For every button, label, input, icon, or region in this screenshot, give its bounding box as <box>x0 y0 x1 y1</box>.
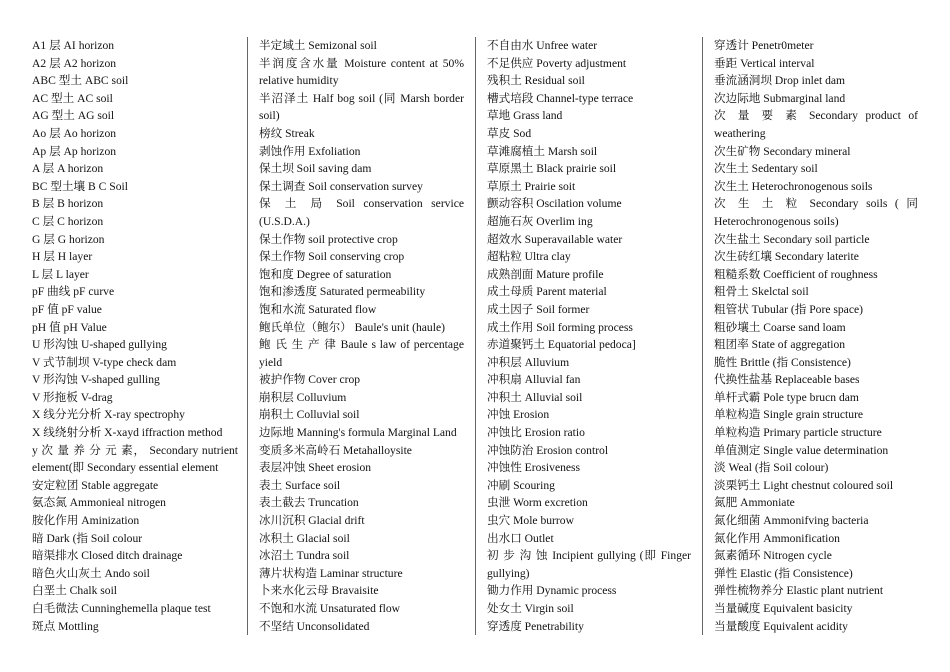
glossary-entry: 崩积土 Colluvial soil <box>259 408 360 422</box>
glossary-entry: 氨态氮 Ammonieal nitrogen <box>32 496 166 510</box>
glossary-entry: 白垩土 Chalk soil <box>32 584 118 598</box>
glossary-entry: 冲积层 Alluvium <box>487 355 570 369</box>
glossary-entry: 穿透度 Penetrability <box>487 619 584 633</box>
glossary-entry: 冲刷 Scouring <box>487 478 555 492</box>
glossary-entry: 淡栗钙土 Light chestnut coloured soil <box>714 478 894 492</box>
glossary-entry: X 线绕射分析 X-xayd iffraction method <box>32 426 223 440</box>
glossary-entry: 次生砖红壤 Secondary laterite <box>714 250 859 264</box>
glossary-entry: AG 型土 AG soil <box>32 109 115 123</box>
glossary-entry: G 层 G horizon <box>32 232 105 246</box>
glossary-entry: V 式节制坝 V-type check dam <box>32 355 177 369</box>
glossary-column-2 <box>259 37 464 637</box>
glossary-entry: 表土截去 Truncation <box>259 496 359 510</box>
glossary-entry: B 层 B horizon <box>32 197 104 211</box>
glossary-entry: 保土作物 soil protective crop <box>259 232 398 246</box>
glossary-entry: 次边际地 Submarginal land <box>714 91 846 105</box>
glossary-entry: 保土坝 Soil saving dam <box>259 162 372 176</box>
glossary-entry: 初 步 沟 蚀 Incipient gullying (即 Finger gullying) <box>487 549 691 580</box>
glossary-entry: 冲蚀比 Erosion ratio <box>487 426 585 440</box>
glossary-entry: 卜来水化云母 Bravaisite <box>259 584 379 598</box>
glossary-entry: V 形沟蚀 V-shaped gulling <box>32 373 160 387</box>
glossary-entry: 次生土 Sedentary soil <box>714 162 818 176</box>
glossary-column-4 <box>714 37 918 637</box>
glossary-entry: 变质多米高岭石 Metahalloysite <box>259 443 412 457</box>
glossary-entry: 粗管状 Tubular (指 Pore space) <box>714 302 863 316</box>
glossary-entry: C 层 C horizon <box>32 214 104 228</box>
glossary-entry: 草地 Grass land <box>487 109 563 123</box>
glossary-entry: 草皮 Sod <box>487 126 532 140</box>
glossary-entry: 赤道聚钙土 Equatorial pedoca] <box>487 338 636 352</box>
glossary-entry: 斑点 Mottling <box>32 619 99 633</box>
glossary-column-3 <box>487 37 691 637</box>
glossary-entry: 当量酸度 Equivalent acidity <box>714 619 848 633</box>
glossary-entry: 饱和度 Degree of saturation <box>259 267 392 281</box>
glossary-entry: 冰川沉积 Glacial drift <box>259 514 365 528</box>
glossary-entry: 超施石灰 Overlim ing <box>487 214 593 228</box>
glossary-entry: X 线分光分析 X-ray spectrophy <box>32 408 185 422</box>
glossary-entry: 安定粒团 Stable aggregate <box>32 478 159 492</box>
glossary-entry: 次生土 Heterochronogenous soils <box>714 179 873 193</box>
glossary-entry: 单值测定 Single value determination <box>714 443 889 457</box>
glossary-entry: 粗糙系数 Coefficient of roughness <box>714 267 878 281</box>
glossary-entry: 颤动容积 Oscilation volume <box>487 197 622 211</box>
glossary-entry: 槽式培段 Channel-type terrace <box>487 91 634 105</box>
glossary-entry: 暗 Dark (指 Soil colour <box>32 531 143 545</box>
glossary-entry: 垂距 Vertical interval <box>714 56 815 70</box>
glossary-entry: 单杆式霸 Pole type brucn dam <box>714 390 859 404</box>
glossary-entry: A 层 A horizon <box>32 162 104 176</box>
column-divider <box>702 37 703 635</box>
glossary-entry: Ap 层 Ap horizon <box>32 144 117 158</box>
glossary-entry: 虫泄 Worm excretion <box>487 496 588 510</box>
glossary-entry: 脆性 Brittle (指 Consistence) <box>714 355 851 369</box>
glossary-entry: 冰积土 Glacial soil <box>259 531 350 545</box>
glossary-entry: 弹性 Elastic (指 Consistence) <box>714 566 853 580</box>
glossary-entry: 弹性梳物养分 Elastic plant nutrient <box>714 584 884 598</box>
glossary-entry: 被护作物 Cover crop <box>259 373 361 387</box>
glossary-entry: 处女土 Virgin soil <box>487 602 574 615</box>
glossary-entry: 半沼泽土 Half bog soil (同 Marsh border soil) <box>259 91 464 123</box>
glossary-entry: 草原土 Prairie soit <box>487 179 576 193</box>
glossary-entry: pH 值 pH Value <box>32 320 107 334</box>
glossary-entry: 垂流涵洞坝 Drop inlet dam <box>714 74 846 88</box>
glossary-entry: 胺化作用 Aminization <box>32 514 140 528</box>
glossary-entry: 饱和水流 Saturated flow <box>259 302 377 316</box>
glossary-entry: 草原黑土 Black prairie soil <box>487 162 617 176</box>
glossary-entry: 榜纹 Streak <box>259 126 315 140</box>
glossary-entry: 不自由水 Unfree water <box>487 39 598 52</box>
glossary-entry: 穿透计 Penetr0meter <box>714 39 814 52</box>
glossary-entry: 保 土 局 Soil conservation service (U.S.D.A.) <box>259 197 464 228</box>
glossary-entry: 单粒构造 Single grain structure <box>714 408 864 422</box>
glossary-entry: 出水口 Outlet <box>487 531 554 545</box>
glossary-entry: 半润度含水量 Moisture content at 50% relative humidity <box>259 56 464 88</box>
glossary-entry: 饱和渗透度 Saturated permeability <box>259 285 426 299</box>
glossary-entry: 草滩腐植土 Marsh soil <box>487 144 598 158</box>
glossary-entry: H 层 H layer <box>32 250 93 264</box>
glossary-entry: 表土 Surface soil <box>259 478 341 492</box>
glossary-entry: 当量碱度 Equivalent basicity <box>714 602 853 615</box>
glossary-entry: 氮肥 Ammoniate <box>714 496 795 510</box>
glossary-entry: 代换性盐基 Replaceable bases <box>714 373 860 387</box>
glossary-entry: 成土作用 Soil forming process <box>487 320 633 334</box>
glossary-entry: 氮素循环 Nitrogen cycle <box>714 549 832 563</box>
glossary-entry: 残积土 Residual soil <box>487 74 585 88</box>
glossary-entry: 保土调查 Soil conservation survey <box>259 179 423 193</box>
glossary-entry: 粗骨土 Skelctal soil <box>714 285 809 299</box>
glossary-entry: 薄片状构造 Laminar structure <box>259 566 403 580</box>
glossary-entry: 边际地 Manning's formula Marginal Land <box>259 426 457 440</box>
glossary-entry: 白毛微法 Cunninghemella plaque test <box>32 602 211 615</box>
glossary-entry: 冲积扇 Alluvial fan <box>487 373 581 387</box>
glossary-entry: 超效水 Superavailable water <box>487 232 623 246</box>
glossary-entry: 冰沼土 Tundra soil <box>259 549 350 563</box>
glossary-entry: 锄力作用 Dynamic process <box>487 584 617 598</box>
glossary-entry: 次生矿物 Secondary mineral <box>714 144 851 158</box>
glossary-entry: 虫穴 Mole burrow <box>487 514 574 528</box>
glossary-entry: ABC 型土 ABC soil <box>32 74 129 88</box>
glossary-entry: 冲蚀 Erosion <box>487 408 550 422</box>
glossary-entry: 保土作物 Soil conserving crop <box>259 250 405 264</box>
glossary-entry: 不饱和水流 Unsaturated flow <box>259 602 401 615</box>
glossary-entry: 冲蚀防治 Erosion control <box>487 443 609 457</box>
glossary-entry: 粗砂壤土 Coarse sand loam <box>714 320 846 334</box>
glossary-entry: 崩积层 Colluvium <box>259 390 347 404</box>
glossary-entry: 鲍 氏 生 产 律 Baule s law of percentage yield <box>259 338 464 369</box>
glossary-entry: AC 型土 AC soil <box>32 91 113 105</box>
glossary-entry: 冲积土 Alluvial soil <box>487 390 583 404</box>
glossary-entry: 表层冲蚀 Sheet erosion <box>259 461 372 475</box>
glossary-entry: 次生盐土 Secondary soil particle <box>714 232 870 246</box>
glossary-entry: A1 层 AI horizon <box>32 39 115 52</box>
glossary-entry: 淡 Weal (指 Soil colour) <box>714 461 829 475</box>
glossary-entry: 次 生 土 粒 Secondary soils ( 同 Heterochronogenous soils) <box>714 197 918 228</box>
glossary-entry: U 形沟蚀 U-shaped gullying <box>32 338 167 352</box>
column-divider <box>247 37 248 635</box>
glossary-entry: 暗渠排水 Closed ditch drainage <box>32 549 183 563</box>
glossary-entry: 氮化作用 Ammonification <box>714 531 840 545</box>
glossary-entry: 剥蚀作用 Exfoliation <box>259 144 361 158</box>
glossary-entry: 粗团率 State of aggregation <box>714 338 846 352</box>
glossary-entry: 成土因子 Soil former <box>487 302 590 316</box>
glossary-entry: 半定域土 Semizonal soil <box>259 39 377 52</box>
glossary-entry: L 层 L layer <box>32 267 89 281</box>
glossary-entry: pF 曲线 pF curve <box>32 285 115 299</box>
glossary-entry: 氮化细菌 Ammonifving bacteria <box>714 514 869 528</box>
glossary-entry: pF 值 pF value <box>32 302 102 316</box>
glossary-entry: V 形拖板 V-drag <box>32 390 113 404</box>
glossary-entry: 不足供应 Poverty adjustment <box>487 56 627 70</box>
glossary-entry: 冲蚀性 Erosiveness <box>487 461 581 475</box>
glossary-entry: BC 型土壤 B C Soil <box>32 179 128 193</box>
glossary-entry: Ao 层 Ao horizon <box>32 126 117 140</box>
glossary-entry: 成土母质 Parent material <box>487 285 607 299</box>
glossary-column-1 <box>32 37 238 637</box>
glossary-entry: 暗色火山灰土 Ando soil <box>32 566 150 580</box>
glossary-entry: 超粘粒 Ultra clay <box>487 250 571 264</box>
glossary-entry: 成熟剖面 Mature profile <box>487 267 604 281</box>
glossary-entry: y 次 量 养 分 元 素， Secondary nutrient element(即 Secondary essential element <box>32 443 238 475</box>
glossary-entry: 鲍氏单位（鲍尔） Baule's unit (haule) <box>259 320 445 334</box>
glossary-entry: 次 量 要 素 Secondary product of weathering <box>714 109 918 140</box>
glossary-entry: 不坚结 Unconsolidated <box>259 619 370 633</box>
glossary-entry: A2 层 A2 horizon <box>32 56 117 70</box>
glossary-entry: 单粒构造 Primary particle structure <box>714 426 882 440</box>
column-divider <box>475 37 476 635</box>
